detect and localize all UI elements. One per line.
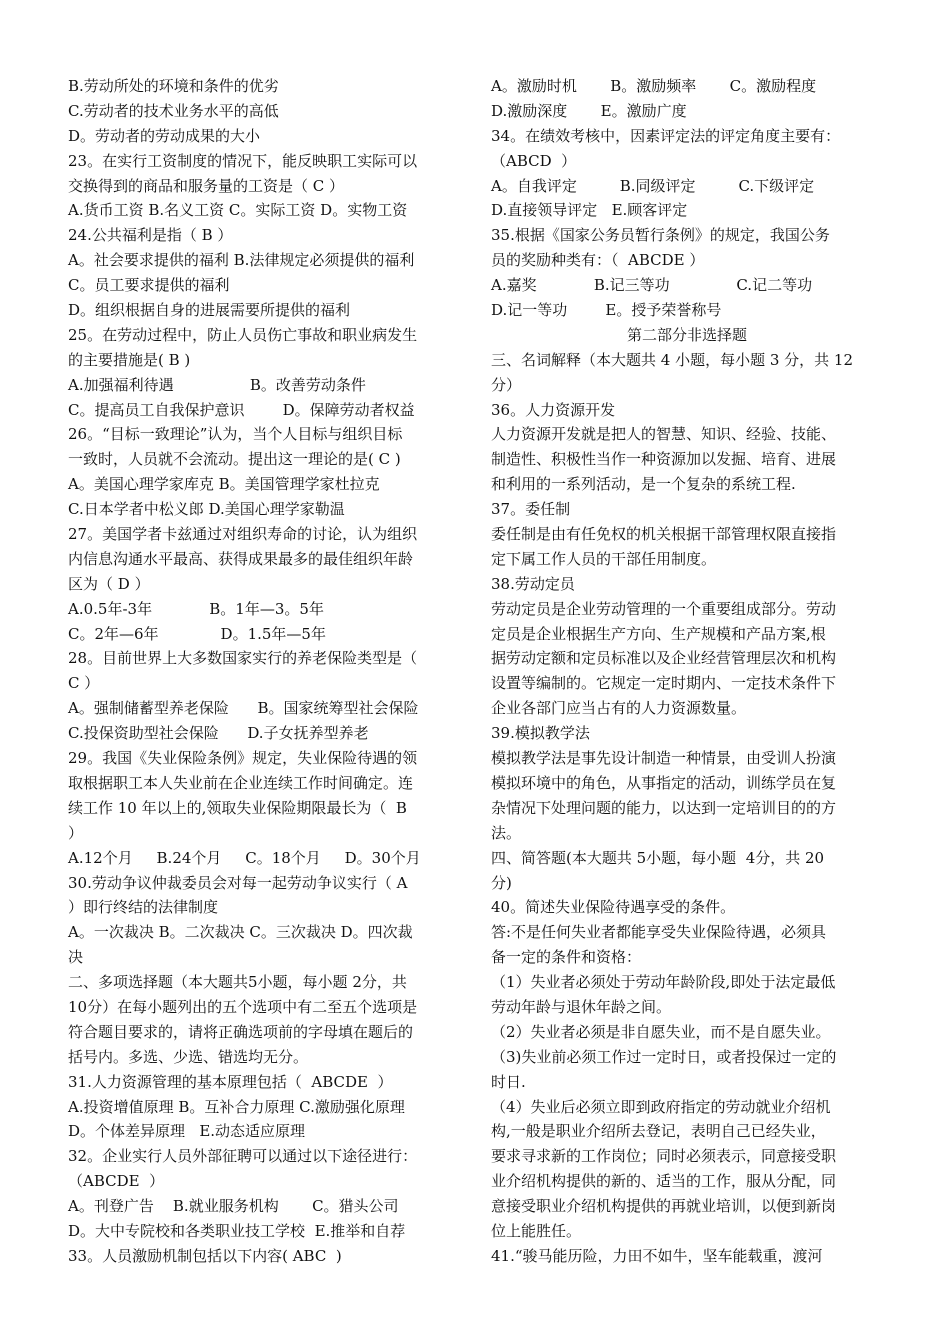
text-line: B.劳动所处的环境和条件的优劣	[68, 77, 279, 95]
text-line: 法。	[491, 823, 522, 842]
text-line: 分）	[491, 375, 522, 394]
text-line: （1）失业者必须处于劳动年龄阶段,即处于法定最低	[491, 973, 836, 992]
text-line: A。刊登广告 B.就业服务机构 C。猎头公司	[68, 1197, 399, 1216]
text-line: C。提高员工自我保护意识 D。保障劳动者权益	[68, 400, 415, 419]
text-line: A。自我评定 B.同级评定 C.下级评定	[491, 176, 815, 195]
text-line: 杂情况下处理问题的能力，以达到一定培训目的的方	[491, 798, 837, 817]
text-line: 定员是企业根据生产方向、生产规模和产品方案,根	[491, 624, 826, 643]
text-line: 意接受职业介绍机构提供的再就业培训，以便到新岗	[491, 1197, 837, 1216]
text-line: 决	[68, 948, 84, 967]
text-line: 41.“骏马能历险，力田不如牛，坚车能载重，渡河	[491, 1246, 823, 1265]
text-line: D.记一等功 E。授予荣誉称号	[491, 301, 722, 320]
text-line: 符合题目要求的，请将正确选项前的字母填在题后的	[68, 1022, 414, 1041]
text-line: C.劳动者的技术业务水平的高低	[68, 101, 279, 120]
text-line: 员的奖励种类有：（ ABCDE ）	[491, 251, 705, 270]
text-line: 36。人力资源开发	[491, 400, 616, 419]
text-line: 33。人员激励机制包括以下内容( ABC )	[68, 1246, 342, 1265]
text-line: 备一定的条件和资格：	[491, 948, 642, 967]
text-line: 30.劳动争议仲裁委员会对每一起劳动争议实行（ A	[68, 873, 408, 892]
text-line: D.直接领导评定 E.顾客评定	[491, 201, 688, 220]
text-line: 括号内。多选、少选、错选均无分。	[68, 1047, 309, 1066]
text-line: 39.模拟教学法	[491, 724, 590, 743]
text-line: 答:不是任何失业者都能享受失业保险待遇，必须具	[491, 923, 827, 942]
text-line: 时日.	[491, 1072, 526, 1091]
text-line: 模拟环境中的角色，从事指定的活动，训练学员在复	[491, 773, 837, 792]
text-line: 的主要措施是( B )	[68, 350, 191, 369]
text-line: 37。委任制	[491, 500, 571, 519]
text-line: 32。企业实行人员外部征聘可以通过以下途径进行：	[68, 1147, 418, 1166]
text-line: （ABCDE ）	[68, 1172, 165, 1191]
text-line: A。美国心理学家库克 B。美国管理学家杜拉克	[68, 475, 380, 494]
text-line: （3)失业前必须工作过一定时日，或者投保过一定的	[491, 1047, 837, 1066]
text-line: 分)	[491, 873, 512, 892]
text-line: 一致时，人员就不会流动。提出这一理论的是( C )	[68, 450, 401, 469]
text-line: 定下属工作人员的干部任用制度。	[491, 549, 717, 568]
text-line: 27。美国学者卡兹通过对组织寿命的讨论，认为组织	[68, 525, 418, 544]
text-line: 23。在实行工资制度的情况下，能反映职工实际可以	[68, 151, 418, 170]
text-line: 28。目前世界上大多数国家实行的养老保险类型是（	[68, 649, 418, 668]
text-line: 人力资源开发就是把人的智慧、知识、经验、技能、	[491, 425, 837, 444]
text-line: 要求寻求新的工作岗位；同时必须表示，同意接受职	[491, 1147, 837, 1166]
text-line: ）即行终结的法律制度	[68, 898, 219, 917]
text-line: A。一次裁决 B。二次裁决 C。三次裁决 D。四次裁	[68, 923, 413, 942]
text-line: 三、名词解释（本大题共 4 小题，每小题 3 分，共 12	[491, 350, 854, 369]
text-line: A.12个月 B.24个月 C。18个月 D。30个月	[68, 848, 421, 867]
text-line: A.嘉奖 B.记三等功 C.记二等功	[491, 276, 813, 295]
text-line: 25。在劳动过程中，防止人员伤亡事故和职业病发生	[68, 325, 418, 344]
text-line: 38.劳动定员	[491, 574, 575, 593]
text-line: 10分）在每小题列出的五个选项中有二至五个选项是	[68, 997, 418, 1016]
text-line: D。大中专院校和各类职业技工学校 E.推举和自荐	[68, 1221, 406, 1240]
text-line: 和利用的一系列活动，是一个复杂的系统工程.	[491, 475, 796, 494]
text-line: A。激励时机 B。激励频率 C。激励程度	[491, 77, 817, 95]
text-line: C。员工要求提供的福利	[68, 276, 230, 295]
text-line: （ABCD ）	[491, 151, 577, 170]
text-line: 取根据职工本人失业前在企业连续工作时间确定。连	[68, 773, 414, 792]
text-line: A。强制储蓄型养老保险 B。国家统筹型社会保险	[68, 699, 419, 718]
text-line: 企业各部门应当占有的人力资源数量。	[491, 699, 747, 718]
text-line: A.投资增值原理 B。互补合力原理 C.激励强化原理	[68, 1097, 405, 1116]
text-line: 二、多项选择题（本大题共5小题，每小题 2分，共	[68, 973, 407, 992]
text-line: D。个体差异原理 E.动态适应原理	[68, 1122, 306, 1141]
text-line: A.加强福利待遇 B。改善劳动条件	[68, 375, 366, 394]
text-line: A.货币工资 B.名义工资 C。实际工资 D。实物工资	[68, 201, 408, 220]
text-line: 24.公共福利是指（ B ）	[68, 226, 233, 245]
text-line: 设置等编制的。它规定一定时期内、一定技术条件下	[491, 674, 837, 693]
section-heading: 第二部分非选择题	[626, 325, 747, 344]
text-line: 续工作 10 年以上的,领取失业保险期限最长为（ B	[68, 798, 407, 817]
text-line: 31.人力资源管理的基本原理包括（ ABCDE ）	[68, 1072, 393, 1091]
right-column	[491, 74, 883, 1269]
text-line: 内信息沟通水平最高、获得成果最多的最佳组织年龄	[68, 549, 414, 568]
text-line: A.0.5年-3年 B。1年—3。5年	[68, 599, 324, 618]
text-line: 劳动年龄与退休年龄之间。	[491, 997, 672, 1016]
text-line: ）	[68, 823, 84, 842]
text-line: 交换得到的商品和服务量的工资是（ C ）	[68, 176, 345, 195]
text-line: D。组织根据自身的进展需要所提供的福利	[68, 301, 351, 320]
text-line: （4）失业后必须立即到政府指定的劳动就业介绍机	[491, 1097, 831, 1116]
text-line: D。劳动者的劳动成果的大小	[68, 126, 261, 145]
text-line: 四、简答题(本大题共 5小题，每小题 4分，共 20	[491, 848, 825, 867]
text-line: 业介绍机构提供的新的、适当的工作，服从分配，同	[491, 1172, 837, 1191]
text-line: 35.根据《国家公务员暂行条例》的规定，我国公务	[491, 226, 830, 245]
text-line: D.激励深度 E。激励广度	[491, 101, 687, 120]
text-line: 构,一般是职业介绍所去登记，表明自己已经失业，	[491, 1122, 826, 1141]
text-line: （2）失业者必须是非自愿失业，而不是自愿失业。	[491, 1022, 831, 1041]
text-line: 位上能胜任。	[491, 1221, 582, 1240]
left-column	[68, 74, 460, 1269]
text-line: 据劳动定额和定员标准以及企业经营管理层次和机构	[491, 649, 837, 668]
text-line: C。2年—6年 D。1.5年—5年	[68, 624, 326, 643]
text-line: A。社会要求提供的福利 B.法律规定必须提供的福利	[68, 251, 415, 270]
text-line: 29。我国《失业保险条例》规定，失业保险待遇的领	[68, 749, 418, 768]
text-line: 26。“目标一致理论”认为，当个人目标与组织目标	[68, 425, 403, 444]
text-line: 区为（ D ）	[68, 574, 150, 593]
text-line: 制造性、积极性当作一种资源加以发掘、培育、进展	[491, 450, 837, 469]
text-line: 劳动定员是企业劳动管理的一个重要组成部分。劳动	[491, 599, 837, 618]
text-line: 34。在绩效考核中，因素评定法的评定角度主要有：	[491, 126, 841, 145]
text-line: 委任制是由有任免权的机关根据干部管理权限直接指	[491, 525, 837, 544]
text-line: C.日本学者中松义郎 D.美国心理学家勒温	[68, 500, 345, 519]
text-line: C.投保资助型社会保险 D.子女抚养型养老	[68, 724, 369, 743]
text-line: 40。简述失业保险待遇享受的条件。	[491, 898, 736, 917]
text-line: C ）	[68, 674, 100, 693]
text-line: 模拟教学法是事先设计制造一种情景，由受训人扮演	[491, 749, 837, 768]
